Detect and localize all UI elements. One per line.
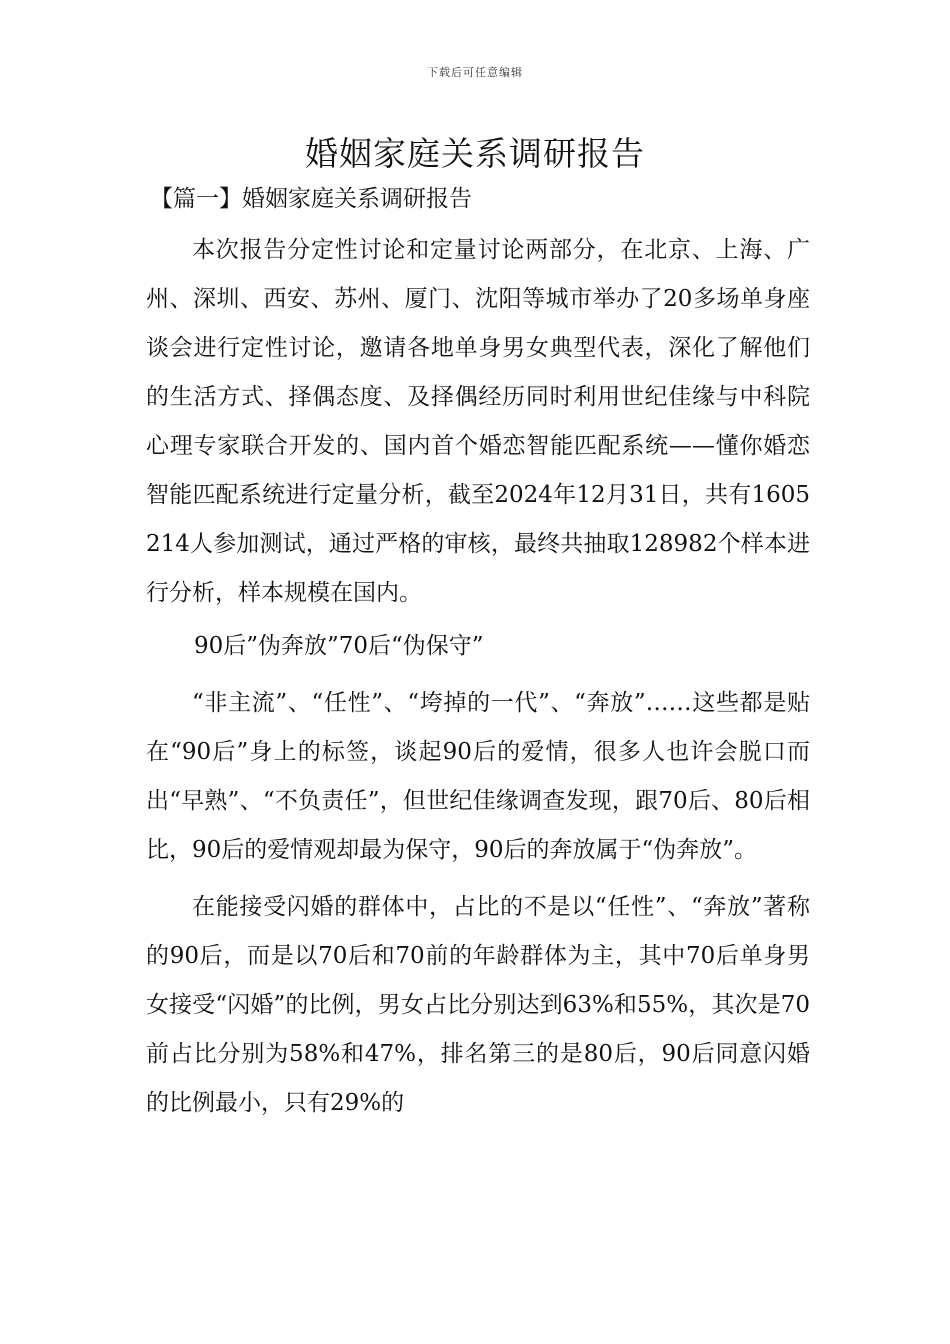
paragraph-labels: “非主流”、“任性”、“垮掉的一代”、“奔放”……这些都是贴在“90后”身上的标签，谈起90后的爱情，很多人也许会脱口而出“早熟”、“不负责任”，但世纪佳缘调查发现，跟70后、80后相比，90后的爱情观却最为保守，90后的奔放属于“伪奔放”。 xyxy=(146,690,810,863)
body-text xyxy=(146,226,810,1128)
header-note: 下载后可任意编辑 xyxy=(427,66,523,79)
paragraph-intro: 本次报告分定性讨论和定量讨论两部分，在北京、上海、广州、深圳、西安、苏州、厦门、沈阳等城市举办了20多场单身座谈会进行定性讨论，邀请各地单身男女典型代表，深化了解他们的生活方式、择偶态度、及择偶经历同时利用世纪佳缘与中科院心理专家联合开发的、国内首个婚恋智能匹配系统——懂你婚恋智能匹配系统进行定量分析，截至2024年12月31日，共有1605214人参加测试，通过严格的审核，最终共抽取128982个样本进行分析，样本规模在国内。 xyxy=(146,237,810,606)
section-heading: 【篇一】婚姻家庭关系调研报告 xyxy=(150,186,472,212)
paragraph-subheading: 90后”伪奔放”70后“伪保守” xyxy=(194,633,484,659)
document-title: 婚姻家庭关系调研报告 xyxy=(305,134,645,173)
paragraph-flash-marriage: 在能接受闪婚的群体中，占比的不是以“任性”、“奔放”著称的90后，而是以70后和70前的年龄群体为主，其中70后单身男女接受“闪婚”的比例，男女占比分别达到63%和55%，其次是70前占比分别为58%和47%，排名第三的是80后，90后同意闪婚的比例最小，只有29%的 xyxy=(146,894,810,1116)
